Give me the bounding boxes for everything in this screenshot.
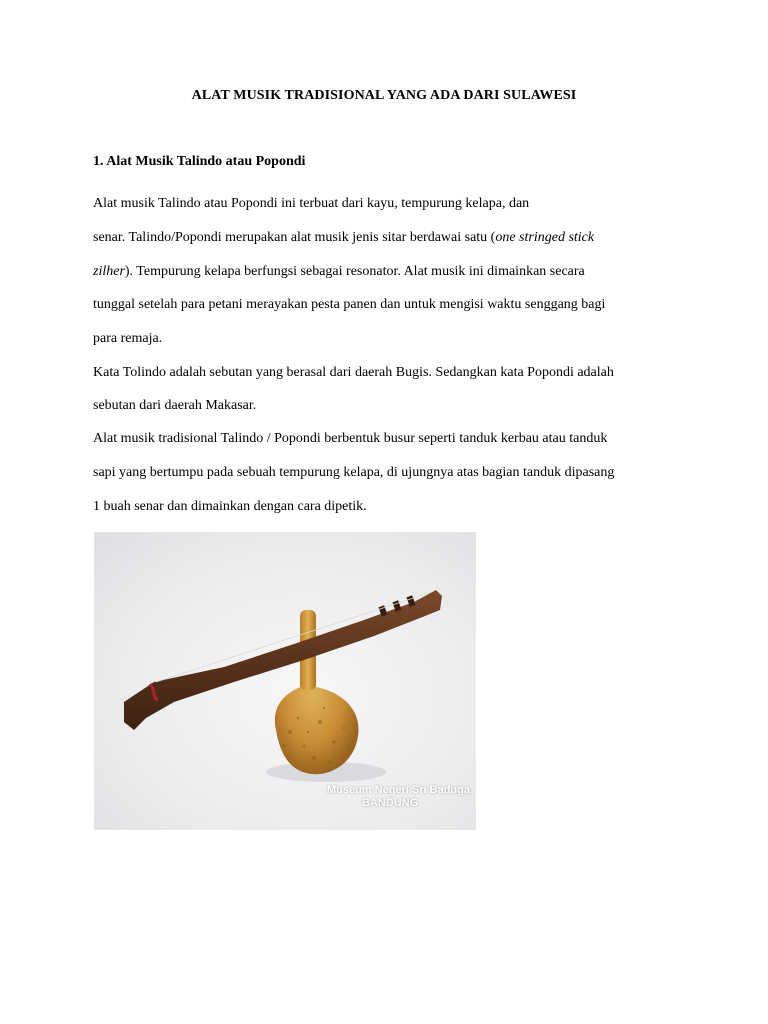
section-heading: 1. Alat Musik Talindo atau Popondi <box>93 154 306 169</box>
instrument-photo <box>94 532 476 830</box>
paragraph-line <box>93 264 585 280</box>
paragraph-line: sebutan dari daerah Makasar. <box>93 398 257 413</box>
italic-text: one stringed stick <box>495 230 595 245</box>
italic-text: zilher <box>93 264 125 279</box>
paragraph-line: Alat musik tradisional Talindo / Popondi berbentuk busur seperti tanduk kerbau atau tanduk <box>93 431 608 446</box>
paragraph-line: para remaja. <box>93 331 163 346</box>
watermark-line-1: Museum Negeri Sri Baduga <box>326 784 470 796</box>
paragraph-line: Alat musik Talindo atau Popondi ini terbuat dari kayu, tempurung kelapa, dan <box>93 196 530 211</box>
paragraph-line: tunggal setelah para petani merayakan pesta panen dan untuk mengisi waktu senggang bagi <box>93 297 606 312</box>
paragraph-line: sapi yang bertumpu pada sebuah tempurung kelapa, di ujungnya atas bagian tanduk dipasang <box>93 465 615 480</box>
text-span: ). Tempurung kelapa berfungsi sebagai resonator. Alat musik ini dimainkan secara <box>124 264 585 279</box>
paragraph-line: 1 buah senar dan dimainkan dengan cara dipetik. <box>93 499 367 514</box>
watermark-line-2: BANDUNG <box>362 797 419 809</box>
page-title: ALAT MUSIK TRADISIONAL YANG ADA DARI SULAWESI <box>191 88 577 103</box>
text-span: senar. Talindo/Popondi merupakan alat musik jenis sitar berdawai satu ( <box>93 230 496 245</box>
paragraph-line: Kata Tolindo adalah sebutan yang berasal dari daerah Bugis. Sedangkan kata Popondi adalah <box>93 365 614 380</box>
paragraph-line <box>93 230 594 246</box>
